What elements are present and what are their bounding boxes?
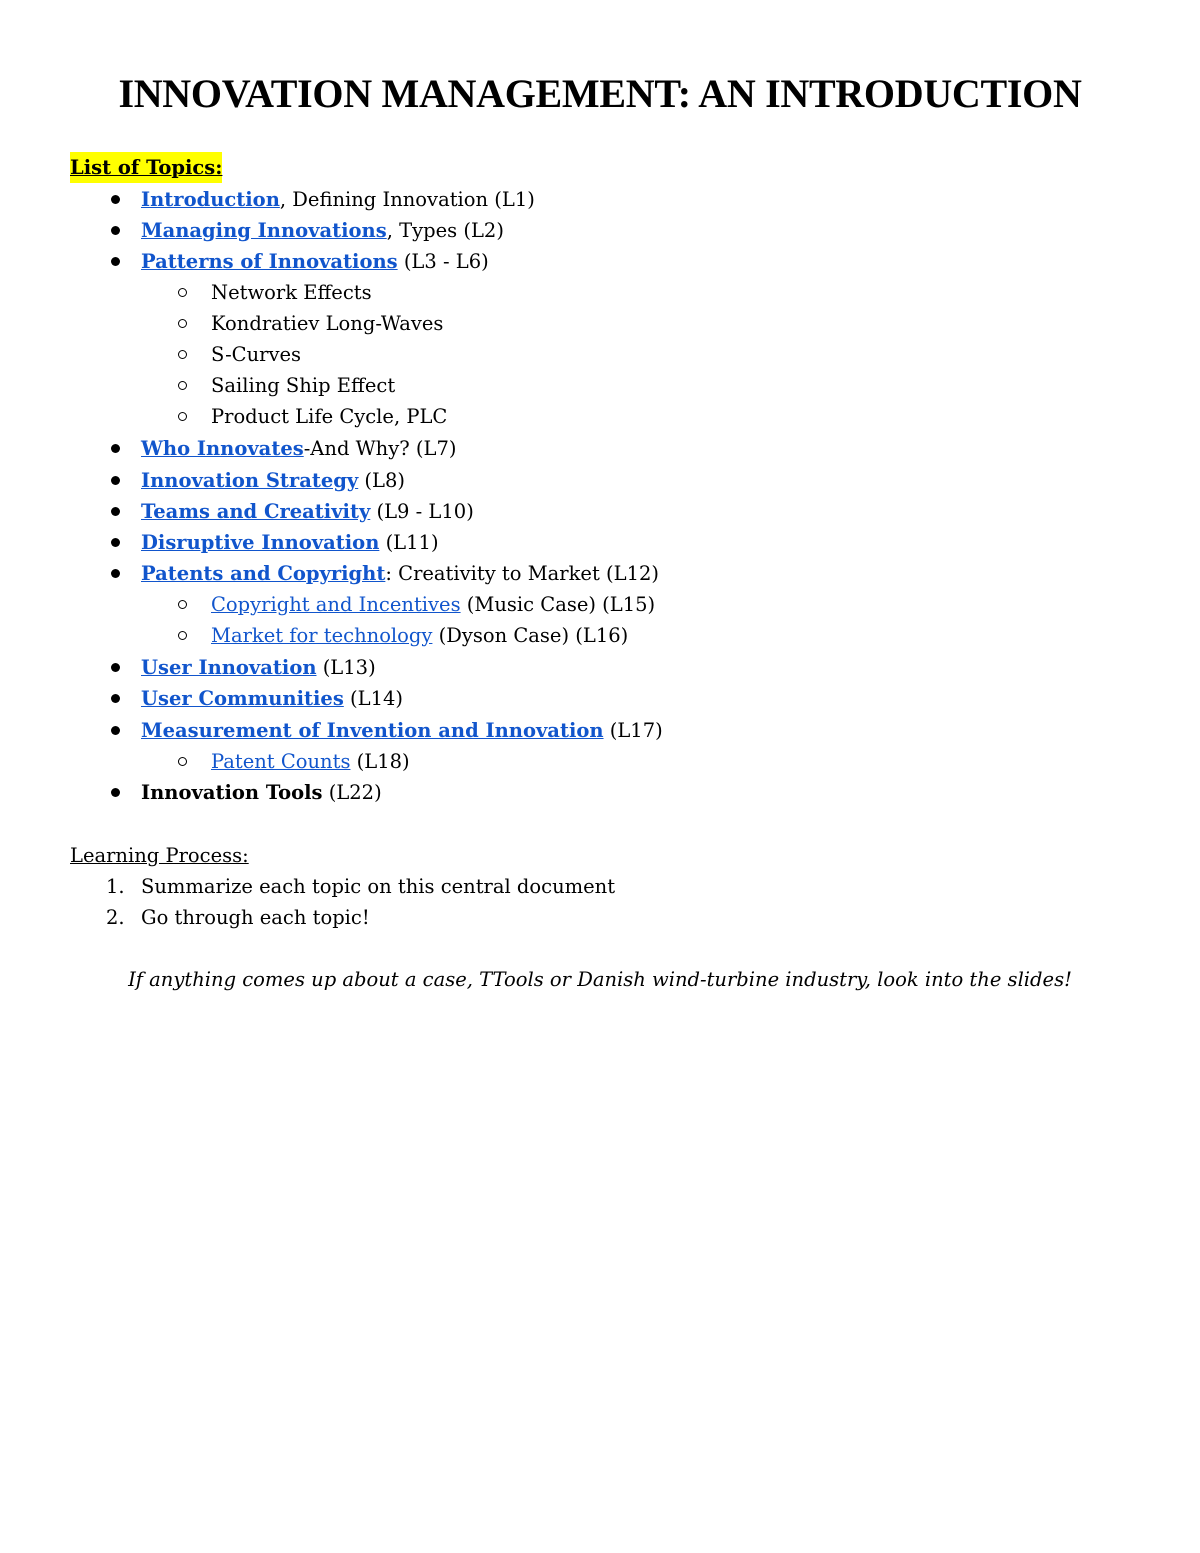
topic-detail: (L22) [322, 781, 382, 804]
topic-link-measurement[interactable]: Measurement of Invention and Innovation [141, 719, 604, 742]
bullet-circle-icon [178, 350, 187, 359]
bullet-disc-icon [111, 569, 120, 578]
topic-link-introduction[interactable]: Introduction [141, 188, 280, 211]
sub-topic-detail: (L18) [350, 750, 410, 773]
topic-detail: (L17) [603, 719, 663, 742]
sub-topic-text: Sailing Ship Effect [211, 374, 396, 397]
bullet-disc-icon [111, 507, 120, 516]
bullet-circle-icon [178, 381, 187, 390]
bullet-disc-icon [111, 476, 120, 485]
bullet-disc-icon [111, 538, 120, 547]
topic-detail: , Defining Innovation (L1) [279, 188, 535, 211]
italic-note: If anything comes up about a case, TTools or Danish wind-turbine industry, look into the slides! [128, 968, 1072, 991]
topic-link-user-innovation[interactable]: User Innovation [141, 656, 317, 679]
sub-topic-link-copyright-and-incentives[interactable]: Copyright and Incentives [211, 593, 461, 616]
bullet-disc-icon [111, 257, 120, 266]
learning-heading: Learning Process: [70, 844, 249, 867]
bullet-disc-icon [111, 694, 120, 703]
sub-topic-detail: (Dyson Case) (L16) [432, 624, 629, 647]
bullet-circle-icon [178, 600, 187, 609]
sub-topic-text: S-Curves [211, 343, 302, 366]
topic-detail: : Creativity to Market (L12) [385, 562, 659, 585]
bullet-disc-icon [111, 663, 120, 672]
bullet-disc-icon [111, 226, 120, 235]
topic-link-patterns-of-innovations[interactable]: Patterns of Innovations [141, 250, 398, 273]
topic-detail: (L9 - L10) [370, 500, 474, 523]
topic-detail: (L8) [358, 469, 405, 492]
sub-topic-link-market-for-technology[interactable]: Market for technology [211, 624, 433, 647]
topic-link-user-communities[interactable]: User Communities [141, 687, 344, 710]
step-text: Summarize each topic on this central document [141, 875, 616, 898]
topic-detail: -And Why? (L7) [303, 437, 457, 460]
step-number: 2. [106, 906, 125, 929]
bullet-circle-icon [178, 288, 187, 297]
sub-topic-text: Product Life Cycle, PLC [211, 405, 448, 428]
sub-topic-text: Kondratiev Long-Waves [211, 312, 444, 335]
sub-topic-link-patent-counts[interactable]: Patent Counts [211, 750, 351, 773]
bullet-circle-icon [178, 757, 187, 766]
bullet-circle-icon [178, 631, 187, 640]
topic-link-managing-innovations[interactable]: Managing Innovations [141, 219, 387, 242]
bullet-disc-icon [111, 444, 120, 453]
bullet-disc-icon [111, 726, 120, 735]
topic-link-who-innovates[interactable]: Who Innovates [141, 437, 304, 460]
topic-detail: , Types (L2) [386, 219, 504, 242]
bullet-circle-icon [178, 412, 187, 421]
step-text: Go through each topic! [141, 906, 370, 929]
topic-link-disruptive-innovation[interactable]: Disruptive Innovation [141, 531, 380, 554]
topics-heading: List of Topics: [70, 152, 222, 183]
topic-link-innovation-strategy[interactable]: Innovation Strategy [141, 469, 359, 492]
sub-topic-detail: (Music Case) (L15) [460, 593, 656, 616]
bullet-disc-icon [111, 195, 120, 204]
topic-detail: (L13) [316, 656, 376, 679]
topic-innovation-tools: Innovation Tools [141, 781, 323, 804]
sub-topic-text: Network Effects [211, 281, 372, 304]
topic-detail: (L11) [379, 531, 439, 554]
topic-link-patents-and-copyright[interactable]: Patents and Copyright [141, 562, 386, 585]
bullet-circle-icon [178, 319, 187, 328]
page-title: INNOVATION MANAGEMENT: AN INTRODUCTION [118, 71, 1082, 116]
step-number: 1. [106, 875, 125, 898]
topic-link-teams-and-creativity[interactable]: Teams and Creativity [141, 500, 371, 523]
bullet-disc-icon [111, 788, 120, 797]
topic-detail: (L14) [343, 687, 403, 710]
topic-detail: (L3 - L6) [397, 250, 489, 273]
note-row [0, 964, 1200, 995]
